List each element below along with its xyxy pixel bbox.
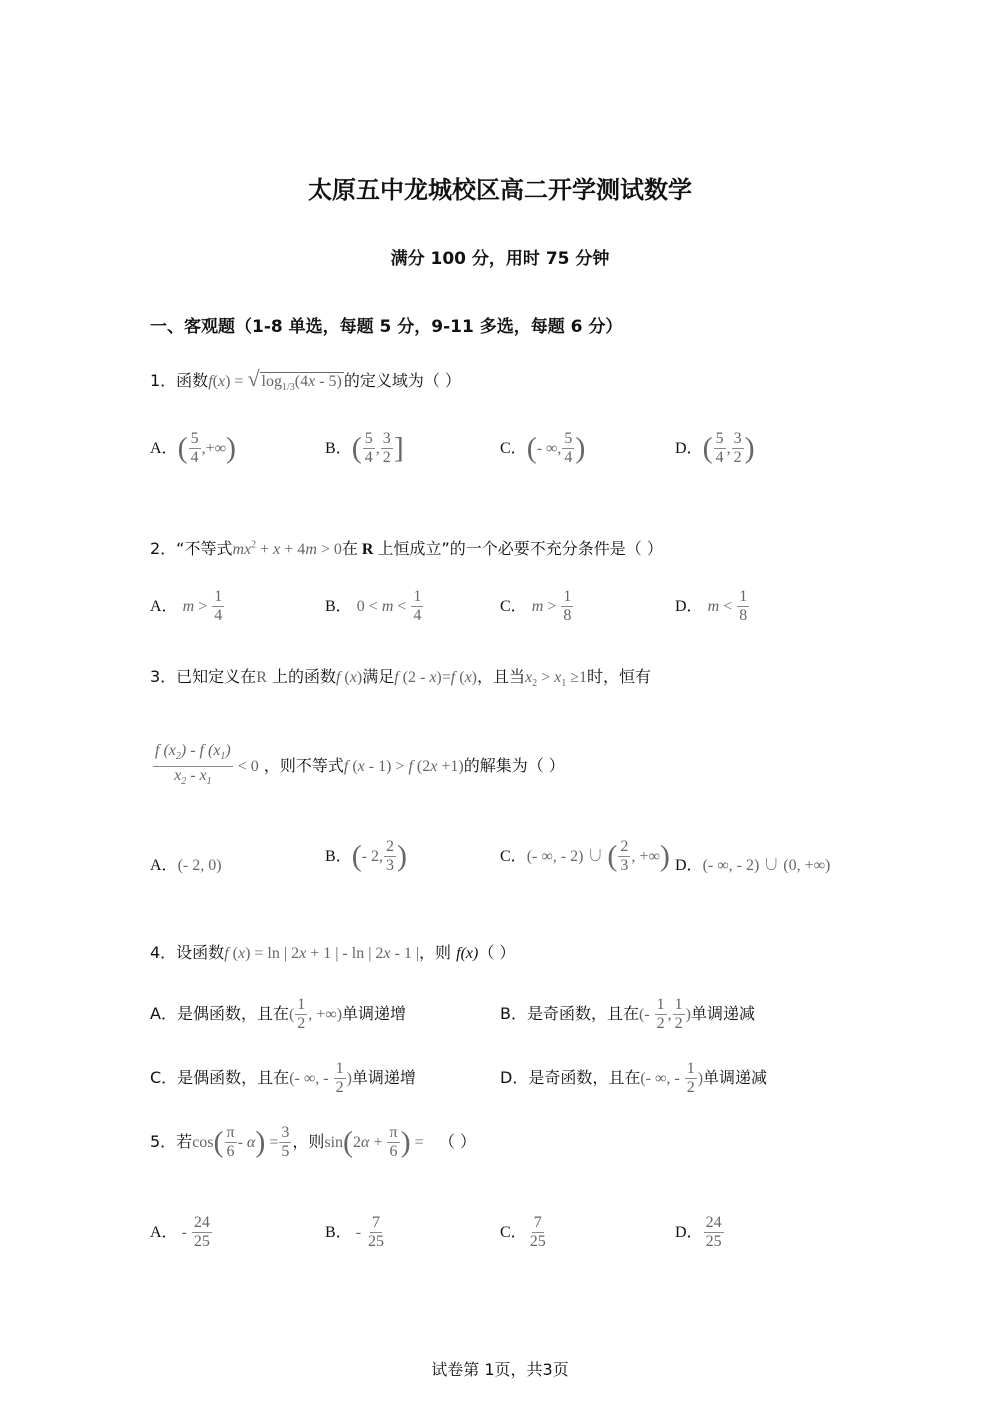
q4-option-c: C．是偶函数，且在(- ∞, - $\frac{1}{2}$ )单调递增 — [150, 1060, 416, 1096]
q1-option-c: C．(- ∞, $\frac{5}{4}$ ) — [500, 430, 586, 466]
page-title: 太原五中龙城校区高二开学测试数学 — [308, 176, 692, 204]
q5-option-b: B． - $\frac{7}{25}$ — [325, 1214, 385, 1250]
q4-option-b: B．是奇函数，且在(- $\frac{1}{2}$ , $\frac{1}{2}$ )单调递减 — [500, 996, 755, 1032]
q3-option-c: C．(- ∞, - 2) ∪ ( $\frac{2}{3}$ , +∞) — [500, 838, 670, 874]
question-4: 4．设函数f (x) = ln | 2x + 1 | - ln | 2x - 1 |，则 f(x)（ ） — [150, 943, 516, 962]
q5-option-c: C． $\frac{7}{25}$ — [500, 1214, 546, 1250]
q3-option-a: A．(- 2, 0) — [150, 857, 222, 874]
q2-option-d: D． m < $\frac{1}{8}$ — [675, 588, 748, 624]
q3-option-b: B．(- 2, $\frac{2}{3}$ ) — [325, 838, 408, 874]
question-1: 1．函数f(x) = √ $\log_{1/3}(4x - 5)$ 的定义域为（ ） — [150, 366, 461, 394]
q5-option-a: A． - $\frac{24}{25}$ — [150, 1214, 210, 1250]
q4-option-a: A．是偶函数，且在( $\frac{1}{2}$ , +∞)单调递增 — [150, 996, 407, 1032]
q1-formula: f — [208, 373, 213, 390]
question-3-line-2: $\frac{f (x_2) - f (x_1)}{x_2 - x_1}$ < 0 ，则不等式f (x - 1) > f (2x +1)的解集为（ ） — [155, 742, 565, 788]
q5-option-d: D． $\frac{24}{25}$ — [675, 1214, 722, 1250]
q1-tail: 的定义域为（ ） — [343, 371, 461, 390]
q2-option-b: B． 0 < m < $\frac{1}{4}$ — [325, 588, 422, 624]
page-footer: 试卷第 1页，共3页 — [431, 1360, 569, 1379]
question-2: 2．“不等式$mx^2 + x + 4m > 0$在 R 上恒成立”的一个必要不充分条件是（ ） — [150, 539, 663, 558]
q1-option-d: D．( $\frac{5}{4}$ , $\frac{3}{2}$ ) — [675, 430, 755, 466]
question-3-line-1: 3．已知定义在R 上的函数f (x)满足f (2 - x)=f (x)，且当$x_2 > x_1 \ge 1$时，恒有 — [150, 667, 652, 690]
q1-stem: 1．函数 — [150, 371, 209, 390]
q1-option-b: B．( $\frac{5}{4}$ , $\frac{3}{2}$ ] — [325, 430, 404, 466]
q1-option-a: A．( $\frac{5}{4}$ ,+∞) — [150, 430, 236, 466]
q2-option-c: C． m > $\frac{1}{8}$ — [500, 588, 572, 624]
section-heading: 一、客观题（1-8 单选，每题 5 分，9-11 多选，每题 6 分） — [150, 317, 623, 337]
page-subtitle: 满分 100 分，用时 75 分钟 — [390, 249, 610, 269]
q4-option-d: D．是奇函数，且在(- ∞, - $\frac{1}{2}$ )单调递减 — [500, 1060, 768, 1096]
q3-option-d: D．(- ∞, - 2) ∪ (0, +∞) — [675, 857, 831, 874]
q2-option-a: A． m > $\frac{1}{4}$ — [150, 588, 223, 624]
question-5: 5．若cos( $\frac{\pi}{6}$ - α) = $\frac{3}{5}$ ，则sin(2α + $\frac{\pi}{6}$ ) = （ ） — [150, 1124, 476, 1160]
